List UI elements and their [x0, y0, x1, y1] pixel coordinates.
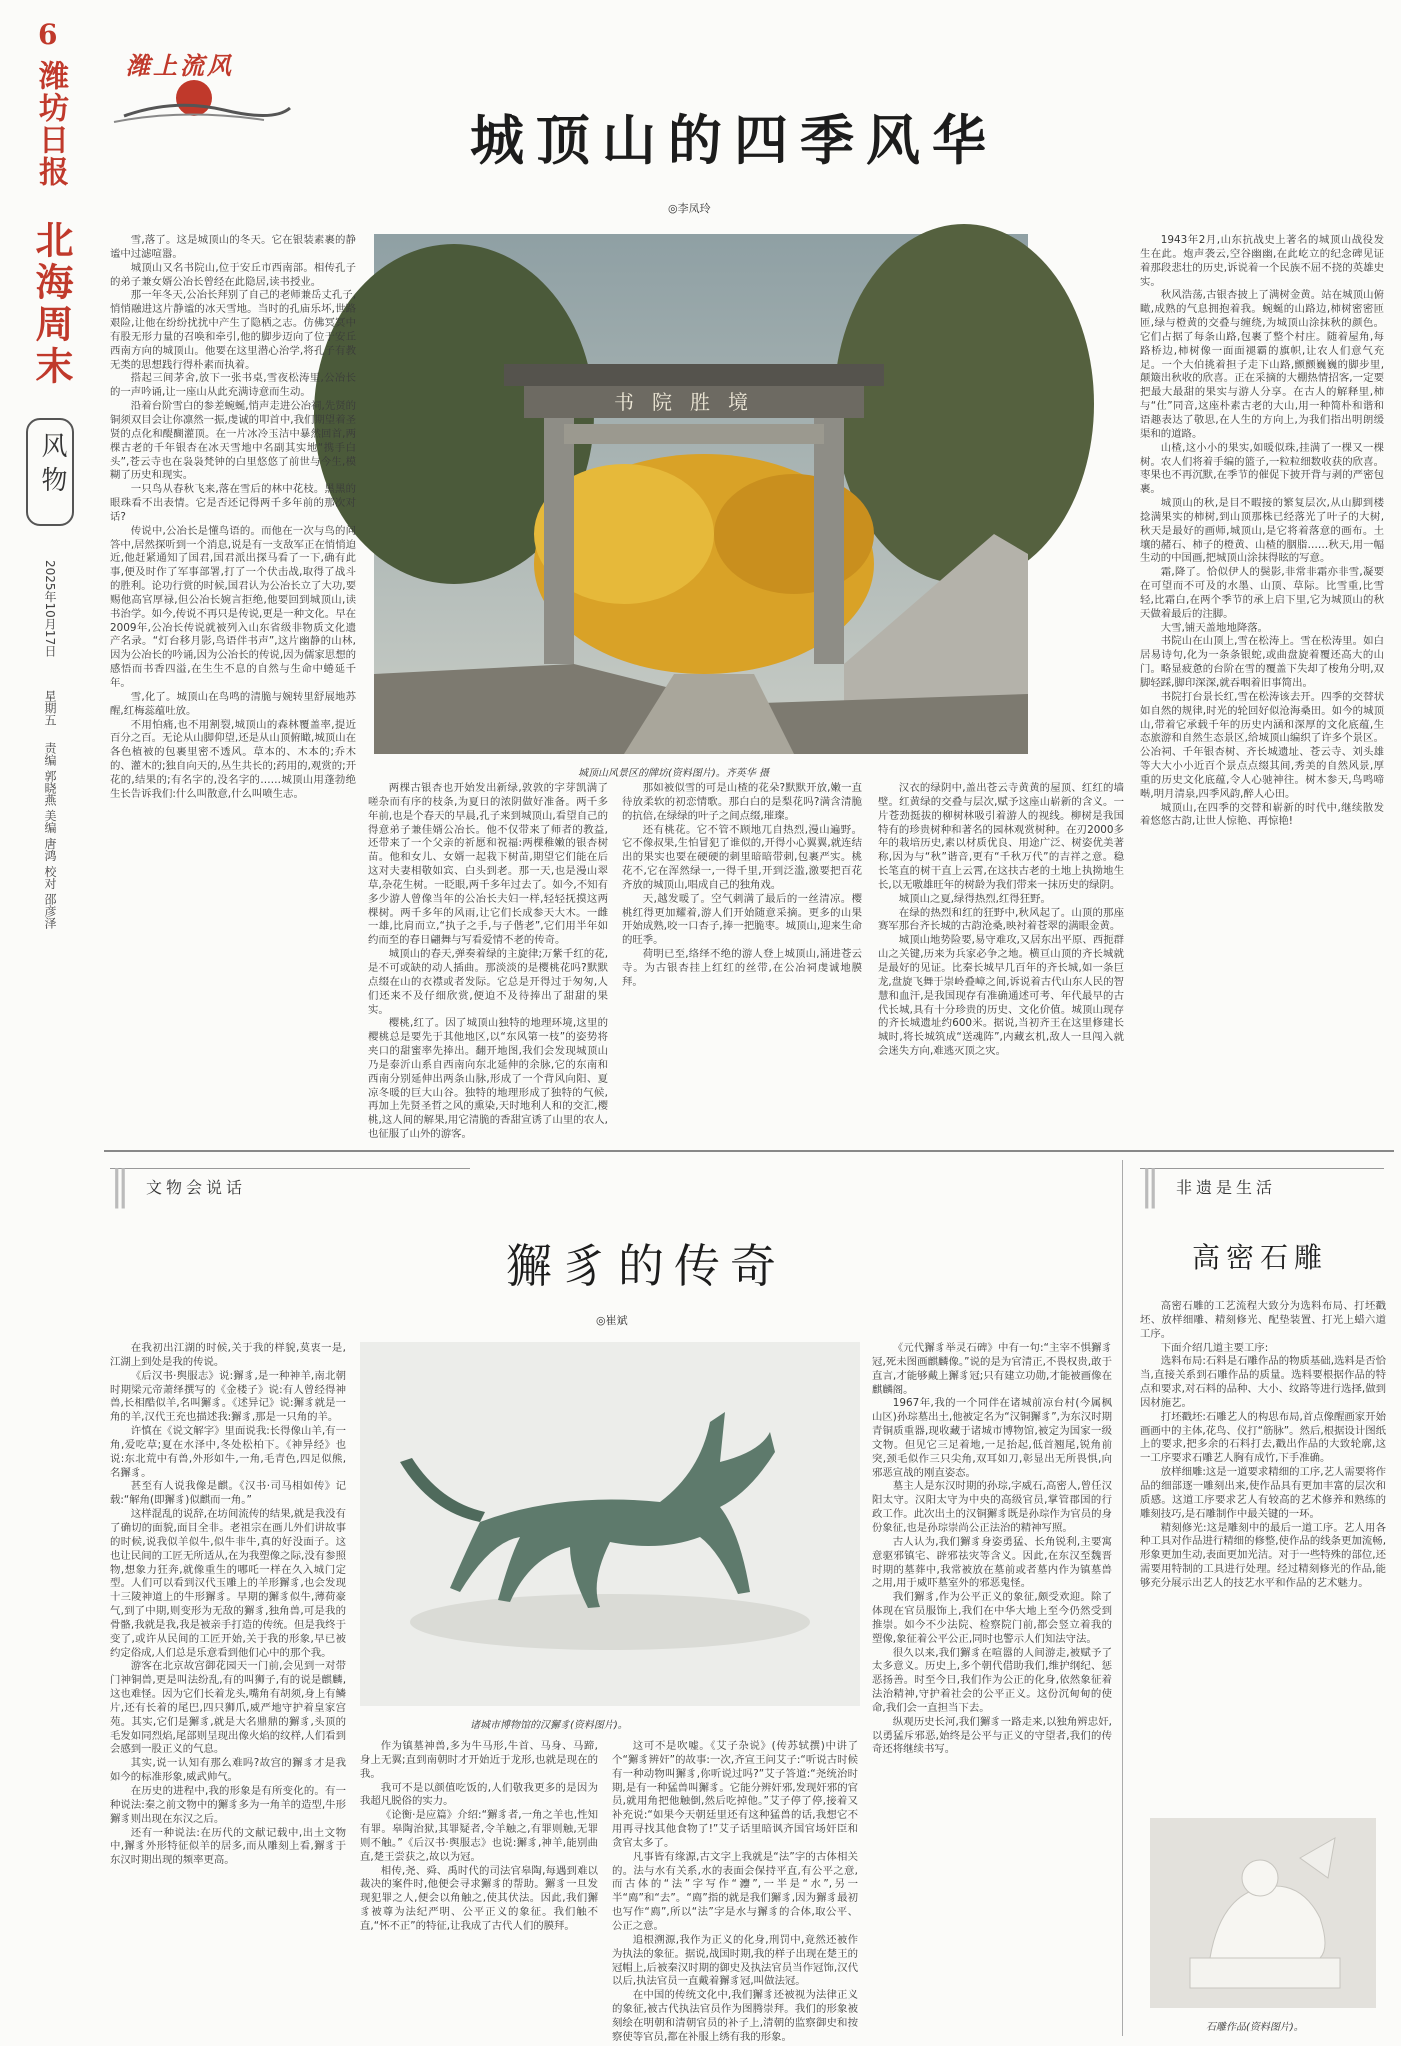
- paragraph: 其实,说一认知有那么难吗?故宫的獬豸才是我如今的标准形象,威武帅气。: [110, 1757, 346, 1784]
- paragraph: 大雪,铺天盖地地降落。: [1160, 621, 1269, 634]
- paragraph: 《后汉书·舆服志》说:獬豸,是一种神羊,南北朝时期梁元帝萧绎撰写的《金楼子》说:有人曾经得神兽,长相酷似羊,名叫獬豸。《述异记》说:獬豸就是一角的羊,汉代王充也描述我:獬豸,那是一只角的羊。: [110, 1369, 346, 1424]
- paragraph: 1943年2月,山东抗战史上著名的城顶山战役发生在此。炮声袭云,空谷幽幽,在此屹立的纪念碑见证着那段悲壮的历史,诉说着一个民族不屈不挠的英雄史实。: [1140, 234, 1384, 288]
- date-line: 2025年10月17日: [43, 560, 57, 658]
- paragraph: 城顶山地势险要,易守难攻,又居东出平原、西扼群山之关键,历来为兵家必争之地。横亘山顶的齐长城就是最好的见证。比秦长城早几百年的齐长城,如一条巨龙,盘旋飞舞于崇岭叠嶂之间,诉说着古代山东人民的智慧和血汗,是我国现存有准确通述可考、年代最早的古代长城,具有十分珍贵的历史、文化价值。城顶山现存的齐长城遗址约600米。据说,当初齐王在这里修建长城时,将长城筑成“送魂阵”,内藏玄机,敌人一旦闯入就会迷失方向,难逃灭顶之灾。: [878, 934, 1124, 1058]
- quote-mark-icon: ‖: [1140, 1163, 1160, 1209]
- paragraph: 选料布局:石料是石雕作品的物质基础,选料是否恰当,直接关系到石雕作品的质量。选料要根据作品的特点和要求,对石料的品种、大小、纹路等进行选择,做到因材施艺。: [1140, 1355, 1386, 1409]
- paragraph: 书院打台景长红,雪在松涛该去开。四季的交替状如自然的规律,时光的轮回好似沧海桑田。如今的城顶山,带着它承载千年的历史内涵和深厚的文化底蕴,生态旅游和自然生态景区,给城顶山编织了许多个景区。公冶祠、千年银杏树、齐长城遗址、苍云寺、刘头雄等大大小小近百个景点点缀其间,秀美的自然风景,厚重的历史文化底蕴,令人心驰神往。树木参天,鸟鸣啼啭,明月清泉,四季风韵,醉人心田。: [1140, 690, 1384, 800]
- bronze-photo-caption: 诸城市博物馆的汉獬豸(资料图片)。: [470, 1720, 628, 1731]
- paragraph: 下面介绍几道主要工序:: [1160, 1341, 1269, 1354]
- mid-article-title: 獬豸的传奇: [506, 1239, 786, 1293]
- paragraph: 在历史的进程中,我的形象是有所变化的。有一种说法:秦之前文物中的獬豸多为一角羊的造型,牛形獬豸则出现在东汉之后。: [110, 1785, 346, 1825]
- column-label-badge: [114, 36, 290, 126]
- paragraph: 不用怕痛,也不用割裂,城顶山的森林覆盖率,提近百分之百。无论从山脚仰望,还是从山顶俯瞰,城顶山在各色植被的包裹里密不透风。草本的、木本的;乔木的、灌木的;独自向天的,丛生共长的;药用的,观赏的;开花的,结果的;有名字的,没名字的……城顶山用蓬勃绝生长告诉我们:什么叫散意,什么叫喷生志。: [110, 718, 356, 800]
- paragraph: 天,越发暖了。空气刺满了最后的一丝清凉。樱桃红得更加耀着,游人们开始随意采摘。更多的山果开始成熟,咬一口杏子,捧一把脆枣。城顶山,迎来生命的旺季。: [622, 892, 862, 947]
- paragraph: 精刻修光:这是雕刻中的最后一道工序。艺人用各种工具对作品进行精细的修整,使作品的线条更加流畅,形象更加生动,表面更加光洁。对于一些特殊的部位,还需要用特制的工具进行处理。经过精刻修光的作品,能够充分展示出艺人的技艺水平和作品的艺术魅力。: [1140, 1521, 1386, 1589]
- archway-photo: [374, 234, 1028, 754]
- paragraph: 传说中,公冶长是懂鸟语的。而他在一次与鸟的问答中,居然探听到一个消息,说是有一支敌军正在悄悄迫近,他赶紧通知了国君,国君派出探马看了一下,确有此事,便及时作了军事部署,打了一个伏击战,取得了战斗的胜利。论功行赏的时候,国君认为公冶长立了大功,要赐他高官厚禄,但公冶长婉言拒绝,他要回到城顶山,读书治学。如今,传说不再只是传说,更是一种文化。早在2009年,公冶长传说就被列入山东省级非物质文化遗产名录。“灯台移月影,鸟语伴书声”,这片幽静的山林,因为公冶长的吟诵,因为公冶长的传说,因为儒家思想的感悟而书香四溢,在生生不息的自然与生命中蜷延千年。: [110, 524, 356, 689]
- left-masthead: [0, 0, 84, 2046]
- paragraph: 那如被似雪的可是山楂的花朵?默默开放,嫩一直待放柔软的初恋情歌。那白白的是梨花吗?满含清脆的抗倍,在绿绿的叶子之间点缀,璀璨。: [622, 782, 862, 822]
- paragraph: 雪,化了。城顶山在鸟鸣的清脆与婉转里舒展地苏醒,红梅蕊蕴吐放。: [110, 690, 356, 717]
- article-title: 城顶山的四季风华: [470, 108, 998, 172]
- top-article-col-5: [1140, 234, 1384, 1126]
- side-article-col: [1140, 1300, 1386, 1806]
- paragraph: 在我初出江湖的时候,关于我的样貌,莫衷一是,江湖上到处是我的传说。: [110, 1342, 346, 1368]
- paragraph: 城顶山又名书院山,位于安丘市西南部。相传孔子的弟子兼女婿公冶长曾经在此隐居,读书授业。: [110, 261, 356, 288]
- paragraph: 还有桃花。它不管不顾地兀自热烈,漫山遍野。它不像叔果,生怕冒犯了谁似的,开得小心翼翼,就连结出的果实也要在硬硬的刺里暗暗带刺,包裹严实。桃花不,它在浑然绿一,一得千里,开到泛滥,激要把百花齐放的城顶山,唱成自己的独角戏。: [622, 823, 862, 891]
- paragraph: 很久以来,我们獬豸在喧嚣的人间游走,被赋予了太多意义。历史上,多个朝代借助我们,维护纲纪、惩恶扬善。时至今日,我们作为公正的化身,依然象征着法治精神,守护着社会的公平正义。这份沉甸甸的使命,我们会一直担当下去。: [872, 1646, 1112, 1714]
- side-column-label-box: [1140, 1163, 1384, 1209]
- paragraph: 高密石雕的工艺流程大致分为选料布局、打坯戳坯、放样细雕、精刻修光、配垫装置、打光上蜡六道工序。: [1140, 1300, 1386, 1340]
- paragraph: 游客在北京故宫御花园天一门前,会见到一对带门神铜兽,更是叫法纷乱,有的叫狮子,有的说是麒麟,这也难怪。因为它们长着龙头,嘴角有胡须,身上有鳞片,还有长着的尾巴,四只狮爪,威严地守护着皇家宫苑。其实,它们是獬豸,就是大名鼎鼎的獬豸,头顶的毛发如同烈焰,尾部则呈现出像火焰的纹样,人们看到会感到一股正义的气息。: [110, 1660, 346, 1756]
- paragraph: 古人认为,我们獬豸身姿勇猛、长角锐利,主要寓意驱邪镇宅、辟邪祛灾等含义。因此,在东汉至魏晋时期的墓葬中,我常被放在墓前或者墓内作为镇墓兽之用,用于威吓墓室外的邪恶鬼怪。: [872, 1535, 1112, 1590]
- paragraph: 墓主人是东汉时期的孙琮,字威石,高密人,曾任汉阳太守。汉阳太守为中央的高级官员,掌管郡国的行政工作。此次出土的汉铜獬豸既是孙琮作为官员的身份象征,也是孙琮崇尚公正法治的精神写照。: [872, 1480, 1112, 1534]
- paragraph: 《论衡·是应篇》介绍:“獬豸者,一角之羊也,性知有罪。皋陶治狱,其罪疑者,令羊触之,有罪则触,无罪则不触。”《后汉书·舆服志》也说:獬豸,神羊,能别曲直,楚王尝获之,故以为冠。: [360, 1809, 598, 1863]
- stone-photo-caption: 石雕作品(资料图片)。: [1206, 2022, 1304, 2033]
- paragraph: 荷明已至,络绎不绝的游人登上城顶山,涌进苍云寺。为古银杏挂上红红的丝带,在公冶祠虔诚地膜拜。: [622, 948, 862, 988]
- page-number: 6: [38, 18, 58, 51]
- paragraph: 我们獬豸,作为公平正义的象征,颇受欢迎。除了体现在官员服饰上,我们在中华大地上至今仍然受到推崇。如今不少法院、检察院门前,都会竖立着我的塑像,象征着公平公正,同时也警示人们知法守法。: [872, 1591, 1112, 1645]
- section-name: 风物: [37, 432, 67, 500]
- paragraph: 雪,落了。这是城顶山的冬天。它在银装素裹的静谧中过滤喧嚣。: [110, 234, 356, 260]
- paragraph: 搭起三间茅舍,放下一张书桌,雪夜松涛里,公冶长的一声吟诵,让一座山从此充满诗意而生动。: [110, 372, 356, 399]
- paragraph: 一只鸟从春秋飞来,落在雪后的林中花枝。黑黑的眼珠看不出表情。它是否还记得两千多年前的那次对话?: [110, 483, 356, 523]
- paragraph: 这可不是吹嘘。《艾子杂说》(传苏轼撰)中讲了个“獬豸辨奸”的故事:一次,齐宣王问艾子:“听说古时候有一种动物叫獬豸,你听说过吗?”艾子答道:“尧统治时期,是有一种猛兽叫獬豸。它能分辨奸邪,发现奸邪的官员,就用角把他触倒,然后吃掉他。”艾子停了停,接着又补充说:“如果今天朝廷里还有这种猛兽的话,我想它不用再寻找其他食物了!”艾子话里暗讽齐国官场奸臣和贪官太多了。: [612, 1740, 858, 1849]
- paragraph: 城顶山的春天,弹奏着绿的主旋律;万紫千红的花,是不可或缺的动人插曲。那淡淡的是樱桃花吗?默默点缀在山的衣襟或者发际。它总是开得过于匆匆,人们还来不及仔细欣赏,便迫不及待捧出了甜甜的果实。: [368, 948, 608, 1016]
- paragraph: 凡事皆有缘源,古文字上我就是“法”字的古体相关的。法与水有关系,水的表面会保持平直,有公平之意,而古体的“法”字写作“灋”,一半是“水”,另一半“廌”和“去”。“廌”指的就是我们獬豸,因为獬豸最初也写作“廌”,所以“法”字是水与獬豸的合体,取公平、公正之意。: [612, 1850, 858, 1932]
- paragraph: 许慎在《说文解字》里面说我:长得像山羊,有一角,爱吃草;夏在水泽中,冬处松柏下。《神异经》也说:东北荒中有兽,外形如牛,一角,毛青色,四足似熊,名獬豸。: [110, 1425, 346, 1479]
- paragraph: 城顶山之夏,绿得热烈,红得狂野。: [898, 892, 1051, 905]
- top-article-col-1: [110, 234, 356, 1126]
- paragraph: 我可不是以颜值吃饭的,人们敬我更多的是因为我超凡脱俗的实力。: [360, 1781, 598, 1808]
- paragraph: 秋风浩荡,古银杏披上了满树金黄。站在城顶山俯瞰,成熟的气息拥抱着我。蜿蜒的山路边,柿树密密匝匝,绿与橙黄的交叠与缠绕,为城顶山涂抹秋的颜色。它们占据了每条山路,包裹了整个村庄。随着屋角,每路桥边,柿树像一面面褪霸的旗帜,让农人们意气充足。一个大伯挑着担子走下山路,颤颤巍巍的脚步里,颠簸出秋收的欣喜。正在采摘的大棚热情招客,一定要把最大最甜的果实与游人分享。在古人的解释里,柿与“仕”同音,这座朴素古老的大山,用一种简朴和谐和语趣表达了敬思,在人生的方向上,为我们指出明朗缓渠和的道路。: [1140, 289, 1384, 440]
- bronze-xiezhi-photo: [360, 1342, 860, 1706]
- paragraph: 甚至有人说我像是麒。《汉书·司马相如传》记载:“解角(即獬豸)似麒而一角。”: [110, 1480, 346, 1507]
- mid-column-label: 文物会说话: [146, 1178, 247, 1197]
- paragraph: 沿着台阶雪白的参差蜿蜒,悄声走进公冶祠,先贤的铜须双目会让你凛然一振,虔诚的叩首中,我们期望着圣贤的点化和醍醐灌顶。在一片冰冷玉洁中暴然回首,两棵古老的千年银杏在冰天雪地中名副其实地“携手白头”,苍云寺也在袅袅梵钟的白里悠悠了前世与今生,模糊了历史和现实。: [110, 400, 356, 482]
- paragraph: 在中国的传统文化中,我们獬豸还被视为法律正义的象征,被古代执法官员作为图腾崇拜。我们的形象被刻绘在明朝和清朝官员的补子上,清朝的监察御史和按察使等官员,都在补服上绣有我的形象。: [612, 1989, 858, 2043]
- column-divider: [1122, 1160, 1123, 2036]
- paragraph: 纵观历史长河,我们獬豸一路走来,以独角辨忠奸,以勇猛斥邪恶,始终是公平与正义的守望者,我们的传奇还将继续书写。: [872, 1715, 1112, 1756]
- mid-article-byline: ◎崔斌: [596, 1314, 628, 1327]
- top-article-col-3: [622, 782, 862, 1126]
- stone-carving-photo: [1150, 1818, 1376, 2008]
- paragraph: 相传,尧、舜、禹时代的司法官皋陶,每遇到难以裁决的案件时,他便会寻求獬豸的帮助。獬豸一旦发现犯罪之人,便会以角触之,使其伏法。因此,我们獬豸被尊为法纪严明、公平正义的象征。我们触不直,“怀不正”的特征,让我成了古代人们的膜拜。: [360, 1864, 598, 1932]
- paragraph: 1967年,我的一个同伴在诸城前凉台村(今属枫山区)孙琮墓出土,他被定名为“汉铜獬豸”,为东汉时期青铜质重器,现收藏于诸城市博物馆,被定为国家一级文物。但见它三足着地,一足抬起,低首翘尾,锐角前突,颈毛似作三只尖角,双耳如刀,彰显出无所畏惧,向邪恶宣战的刚直姿态。: [872, 1397, 1112, 1479]
- mid-article-col-2: [360, 1740, 598, 2036]
- paragraph: 《元代獬豸举灵石碑》中有一句:“主宰不惧獬豸冠,死未图画麒麟像。”说的是为官清正,不畏权贵,敢于直言,才能够戴上獬豸冠;只有建立功勋,才能被画像在麒麟阁。: [872, 1342, 1112, 1396]
- archway-photo-caption: 城顶山风景区的牌坊(资料图片)。齐英华 摄: [578, 768, 769, 779]
- quote-mark-icon: ‖: [110, 1163, 130, 1209]
- column-label: 潍上流风: [126, 51, 234, 80]
- editors-line: 责编 郭晓燕 美编 唐鸿 校对 邵彦泽: [43, 742, 57, 930]
- side-article-title: 高密石雕: [1192, 1241, 1329, 1274]
- paragraph: 在绿的热烈和红的狂野中,秋风起了。山顶的那座赛军那台齐长城的古韵沧桑,映衬着苍翠的满眼金黄。: [878, 906, 1124, 933]
- side-column-label: 非遗是生活: [1176, 1178, 1277, 1197]
- archway-plaque: 书院胜境: [614, 390, 766, 414]
- paragraph: 这样混乱的说辞,在坊间流传的结果,就是我没有了确切的面貌,面目全非。老祖宗在画儿外们讲故事的时候,说我似羊似牛,似牛非牛,真的好没面子。这也让民间的工匠无所适从,在为我塑像之际,没有参照物,想象力狂奔,就像重生的哪吒一样在久入城门定型。人们可以看到汉代玉雕上的羊形獬豸,也会发现十三陵神道上的牛形獬豸。早期的獬豸似牛,薄荷豪气,到了中期,则变形为无敌的獬豸,独角兽,可是我的骨骼,我就是我,我是被亲手打造的传统。但是我终于变了,或许从民间的工匠开始,关于我的形象,早已被约定俗成,人们总是乐意看到他们心中的那个我。: [110, 1508, 346, 1659]
- mid-article-col-4: [872, 1342, 1112, 2036]
- paragraph: 两棵古银杏也开始发出新绿,敦敦的字芽凯满了嗟杂而有序的枝条,为夏日的浓阴做好准备。两千多年前,也是个春天的早晨,孔子来到城顶山,看望自己的得意弟子兼佳婿公冶长。他不仅带来了师者的教益,还带来了一个父亲的祈愿和祝福:两棵稚嫩的银杏树苗。他和女儿、女婿一起栽下树苗,期望它们能在后这对夫妻相敬如宾、白头到老。那一天,也是漫山翠草,杂花生树。一眨眼,两千多年过去了。如今,不知有多少游人曾像当年的公冶长夫妇一样,轻轻抚摸这两棵树。两千多年的风雨,让它们长成参天大木。一雌一雄,比肩而立,“执子之手,与子偕老”,它们用半年如约而至的春日翩舞与写看爱情不老的传奇。: [368, 782, 608, 947]
- mid-article-col-3: [612, 1740, 858, 2043]
- paragraph: 汉衣的绿阴中,盖出苍云寺黄黄的屋顶、红红的墙壁。红黄绿的交叠与层次,赋予这座山崭新的含义。一片苍劲挺拔的柳树林吸引着游人的视线。柳树是我国特有的珍贵树种和著名的园林观赏树种。在刃2000多年的栽培历史,素以材质优良、用途广泛、树姿优美著称,因为与“秋”谐音,更有“千秋万代”的吉祥之意。稳长笔直的树干直上云霄,在这扶古老的土地上执拗地生长,以无嗷雄旺年的树龄为我们带来一抹历史的绿阴。: [878, 782, 1124, 891]
- paragraph: 霜,降了。恰似伊人的鬓影,非常非霜亦非雪,凝要在可望而不可及的水墨、山顶、草际。比雪重,比雪轻,比霜白,在两个季节的承上启下里,它为城顶山的秋天做着最后的注脚。: [1140, 566, 1384, 620]
- paragraph: 樱桃,红了。因了城顶山独特的地理环境,这里的樱桃总是要先于其他地区,以“东风第一枝”的姿势将夹口的甜蜜率先捧出。翻开地图,我们会发现城顶山乃是泰沂山系自西南向东北延伸的余脉,它的东南和西南分别延伸出两条山脉,形成了一个背风向阳、夏凉冬暖的巨大山谷。独特的地理形成了独特的气候,再加上先贤圣哲之风的熏染,天时地利人和的交汇,樱桃,这人间的解果,用它清脆的香甜宣诱了山里的农人,也征服了山外的游客。: [368, 1017, 608, 1141]
- paragraph: 还有一种说法:在历代的文献记载中,出土文物中,獬豸外形特征似羊的居多,而从雕刻上看,獬豸于东汉时期出现的频率更高。: [110, 1826, 346, 1867]
- top-article-col-4: [878, 782, 1124, 1126]
- paragraph: 书院山在山顶上,雪在松涛上。雪在松涛里。如白居易诗句,化为一条条银蛇,或曲盘旋着覆还高大的山门。略显疲惫的台阶在雪的覆盖下失却了梭角分明,双脚轻踩,脚印深深,就吞咽着旧事简出。: [1140, 635, 1384, 689]
- paragraph: 打坯戳坯:石雕艺人的构思布局,首点像醒画家开始画画中的主体,花鸟、仪打“筋脉”。然后,根据设计图纸上的要求,把多余的石料打去,戳出作品的大致轮廓,这一工序要求石雕艺人胸有成竹,下手准确。: [1140, 1410, 1386, 1465]
- mid-article-col-1: [110, 1342, 346, 2036]
- mid-column-label-box: [110, 1163, 470, 1209]
- paragraph: 城顶山,在四季的交替和崭新的时代中,继续散发着悠悠古韵,让世人惊艳、再惊艳!: [1140, 801, 1384, 828]
- article-byline: ◎李凤玲: [668, 202, 711, 215]
- paragraph: 山楂,这小小的果实,如暖似珠,挂满了一棵又一棵树。农人们将着手编的篮子,一粒粒细数收获的欣喜。枣果也不再沉默,在季节的催促下披开背与剥的严密包裹。: [1140, 441, 1384, 496]
- paragraph: 追根溯源,我作为正义的化身,刑罚中,竟然还被作为执法的象征。据说,战国时期,我的样子出现在楚王的冠帽上,后被秦汉时期的御史及执法官员当作冠饰,汉代以后,执法官员一直戴着獬豸冠,叫做法冠。: [612, 1933, 858, 1988]
- newspaper-name: 潍坊日报: [33, 60, 68, 188]
- paragraph: 作为镇墓神兽,多为牛马形,牛首、马身、马蹄,身上无翼;直到南朝时才开始近于龙形,也就是现在的我。: [360, 1740, 598, 1780]
- top-article-col-2: [368, 782, 608, 1141]
- paragraph: 那一年冬天,公冶长拜别了自己的老师兼岳丈孔子,悄悄融进这片静谧的冰天雪地。当时的孔庙乐坏,世路艰险,让他在纷纷扰扰中产生了隐栖之志。仿佛冥冥中有股无形力量的召唤和牵引,他的脚步迈向了位于安丘西南方向的城顶山。他要在这里潜心治学,将孔子有教无类的思想践行得朴素而执着。: [110, 289, 356, 371]
- paragraph: 放样细雕:这是一道要求精细的工序,艺人需要将作品的细部逐一雕刻出来,使作品具有更加丰富的层次和质感。这道工序要求艺人有较高的艺术修养和熟练的雕刻技巧,是石雕制作中最关键的一环。: [1140, 1466, 1386, 1520]
- paragraph: 城顶山的秋,是目不暇接的繁复层次,从山脚到楼捻满果实的柿树,到山顶那株已经落光了叶子的大树,秋天是最好的画师,城顶山,是它将着落意的画布。土壤的赭石、柿子的橙黄、山楂的胭脂……秋天,用一幅生动的中国画,把城顶山涂抹得眩的写意。: [1140, 497, 1384, 565]
- weekday: 星期五: [43, 690, 57, 726]
- supplement-name: 北海周末: [29, 220, 74, 388]
- section-divider: [104, 1150, 1394, 1152]
